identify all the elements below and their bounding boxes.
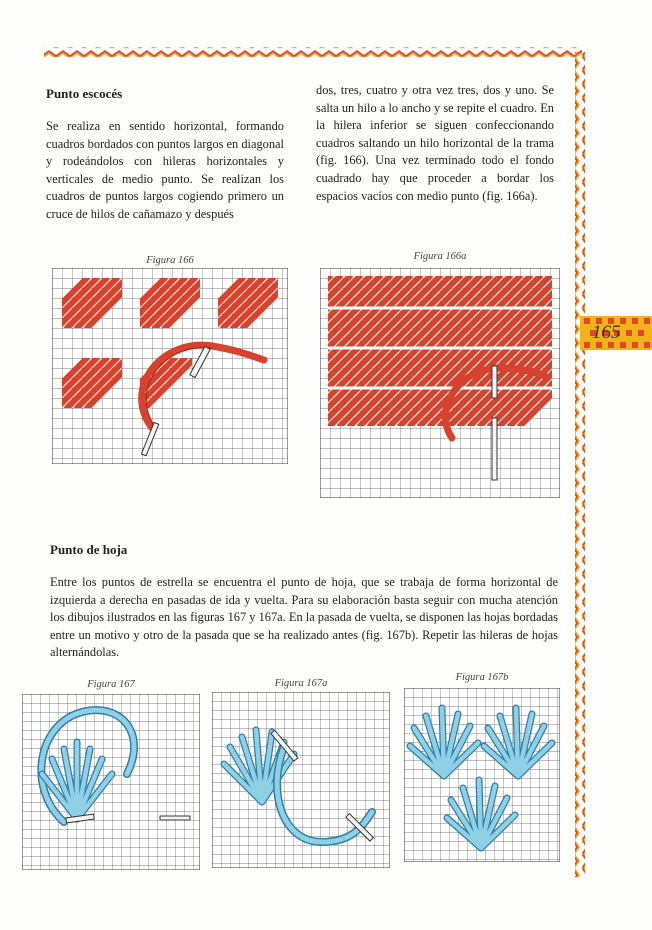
page-number: 165	[592, 322, 621, 343]
section-title-escoces: Punto escocés	[46, 86, 123, 101]
figure-167b	[404, 688, 560, 862]
caption-figura-167b: Figura 167b	[455, 672, 509, 683]
paragraph-escoces-right: dos, tres, cuatro y otra vez tres, dos y uno. Se salta un hilo a lo ancho y se repite el cuadro. En la hilera inferior se siguen confeccionando cuadros saltando un hilo horizontal de la trama (fig. 166). Una vez terminado todo el fondo cuadrado hay que proceder a bordar los espacios vacíos con medio punto (fig. 166a).	[316, 83, 554, 203]
figure-167	[22, 694, 200, 870]
caption-figura-166: Figura 166	[146, 255, 194, 266]
caption-figura-167: Figura 167	[87, 679, 135, 690]
paragraph-hoja: Entre los puntos de estrella se encuentra el punto de hoja, que se trabaja de forma horizontal de izquierda a derecha en pasadas de ida y vuelta. Para su elaboración basta seguir con mucha atención los dibujos ilustrados en las figuras 167 y 167a. En la pasada de vuelta, se disponen las hojas bordadas entre un motivo y otro de la pasada que se ha realizado antes (fig. 167b). Repetir las hileras de hojas alternándolas.	[50, 575, 558, 660]
figure-167a	[212, 692, 390, 868]
section-title-hoja: Punto de hoja	[50, 542, 128, 557]
paragraph-escoces-left: Se realiza en sentido horizontal, formando cuadros bordados con puntos largos en diagonal y rodeándolos con hileras horizontales y verticales de medio punto. Se realizan los cuadros de puntos largos cogiendo primero un cruce de hilos de cañamazo y después	[46, 119, 284, 221]
figure-166	[52, 268, 288, 464]
caption-figura-167a: Figura 167a	[274, 678, 328, 689]
caption-figura-166a: Figura 166a	[413, 251, 467, 262]
figure-166a	[320, 268, 560, 498]
